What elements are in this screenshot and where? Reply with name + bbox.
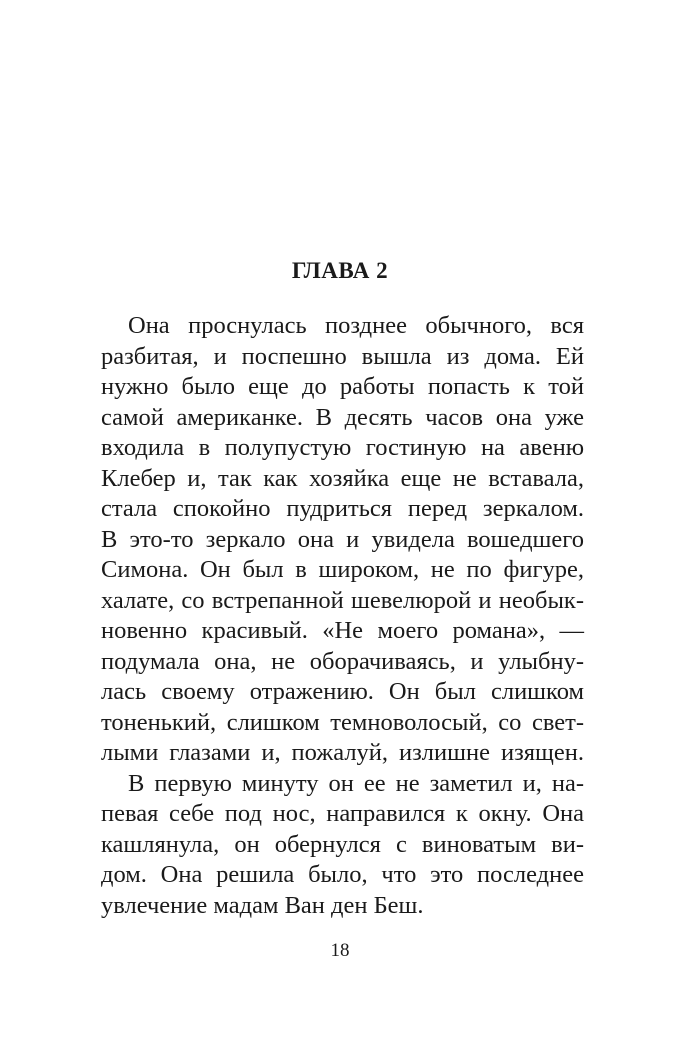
text-line: тоненький, слишком темноволосый, со свет- xyxy=(101,708,584,736)
page-number: 18 xyxy=(330,940,350,961)
text-line: В это-то зеркало она и увидела вошедшего xyxy=(101,525,584,553)
paragraph xyxy=(101,311,584,769)
text-line: самой американке. В десять часов она уже xyxy=(101,403,584,431)
text-line: В первую минуту он ее не заметил и, на- xyxy=(128,769,584,797)
text-line: дом. Она решила было, что это последнее xyxy=(101,861,584,888)
text-line: разбитая, и поспешно вышла из дома. Ей xyxy=(101,342,584,370)
text-line: Она проснулась позднее обычного, вся xyxy=(128,312,584,339)
text-line: Симона. Он был в широком, не по фигуре, xyxy=(101,556,584,583)
text-line: нужно было еще до работы попасть к той xyxy=(101,373,584,400)
text-line: входила в полупустую гостиную на авеню xyxy=(101,434,584,461)
text-line: певая себе под нос, направился к окну. Она xyxy=(101,800,584,827)
text-line: подумала она, не оборачиваясь, и улыбну- xyxy=(101,647,584,675)
text-line: лыми глазами и, пожалуй, излишне изящен. xyxy=(101,739,584,766)
chapter-title: ГЛАВА 2 xyxy=(291,258,389,283)
body-text xyxy=(101,311,584,921)
text-line: стала спокойно пудриться перед зеркалом. xyxy=(101,495,584,522)
text-line: халате, со встрепанной шевелюрой и необык- xyxy=(101,586,584,614)
text-line: новенно красивый. «Не моего романа», — xyxy=(101,617,584,644)
text-line: кашлянула, он обернулся с виноватым ви- xyxy=(101,830,584,858)
paragraph xyxy=(101,769,584,922)
text-line: Клебер и, так как хозяйка еще не вставала, xyxy=(101,464,584,492)
text-line: лась своему отражению. Он был слишком xyxy=(101,678,584,705)
text-line: увлечение мадам Ван ден Беш. xyxy=(101,891,424,919)
